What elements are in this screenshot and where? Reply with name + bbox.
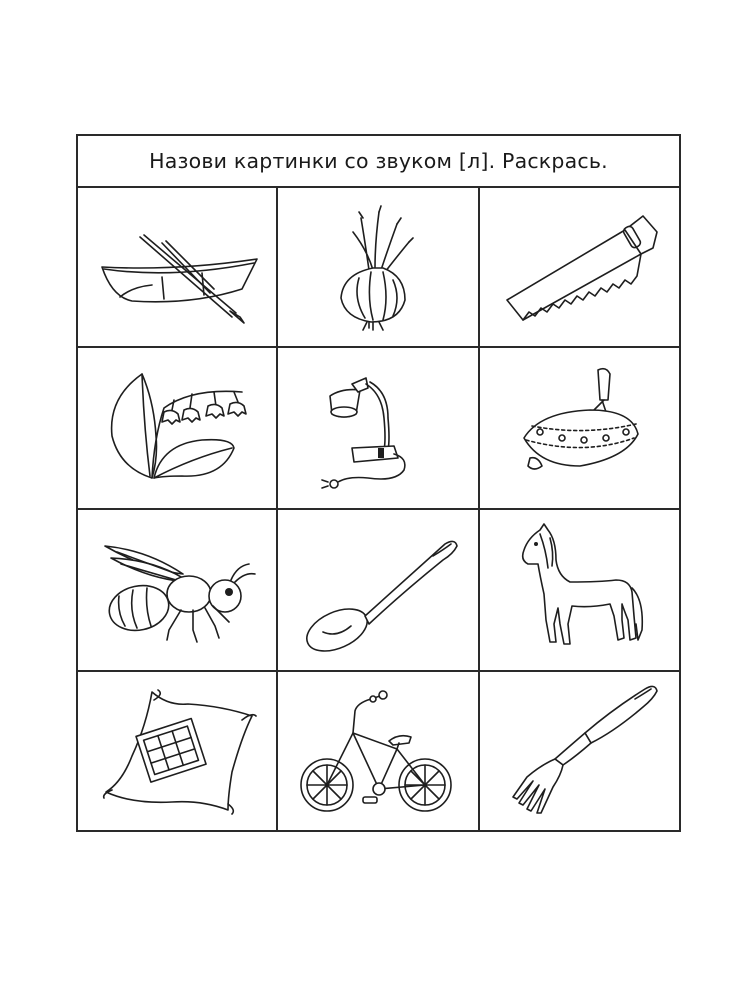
picture-cell-spoon	[278, 510, 480, 672]
worksheet-table	[76, 134, 681, 832]
onion-icon	[313, 202, 443, 332]
bee-icon	[97, 530, 257, 650]
pillow-icon	[92, 686, 262, 816]
picture-cell-pillow	[78, 672, 278, 830]
picture-cell-bee	[78, 510, 278, 672]
picture-cell-spinning-top	[480, 348, 679, 510]
saw-icon	[495, 202, 665, 332]
picture-cell-fork	[480, 672, 679, 830]
picture-cell-lily-of-the-valley	[78, 348, 278, 510]
fork-icon	[495, 681, 665, 821]
spinning-top-icon	[510, 358, 650, 498]
picture-grid	[78, 188, 679, 830]
spoon-icon	[293, 520, 463, 660]
picture-cell-horse	[480, 510, 679, 672]
desk-lamp-icon	[308, 358, 448, 498]
picture-cell-onion	[278, 188, 480, 348]
picture-cell-saw	[480, 188, 679, 348]
picture-cell-bicycle	[278, 672, 480, 830]
picture-cell-desk-lamp	[278, 348, 480, 510]
worksheet-title: Назови картинки со звуком [л]. Раскрась.	[78, 136, 679, 188]
horse-icon	[510, 520, 650, 660]
picture-cell-boat	[78, 188, 278, 348]
bicycle-icon	[293, 681, 463, 821]
boat-icon	[92, 207, 262, 327]
lily-of-the-valley-icon	[92, 358, 262, 498]
